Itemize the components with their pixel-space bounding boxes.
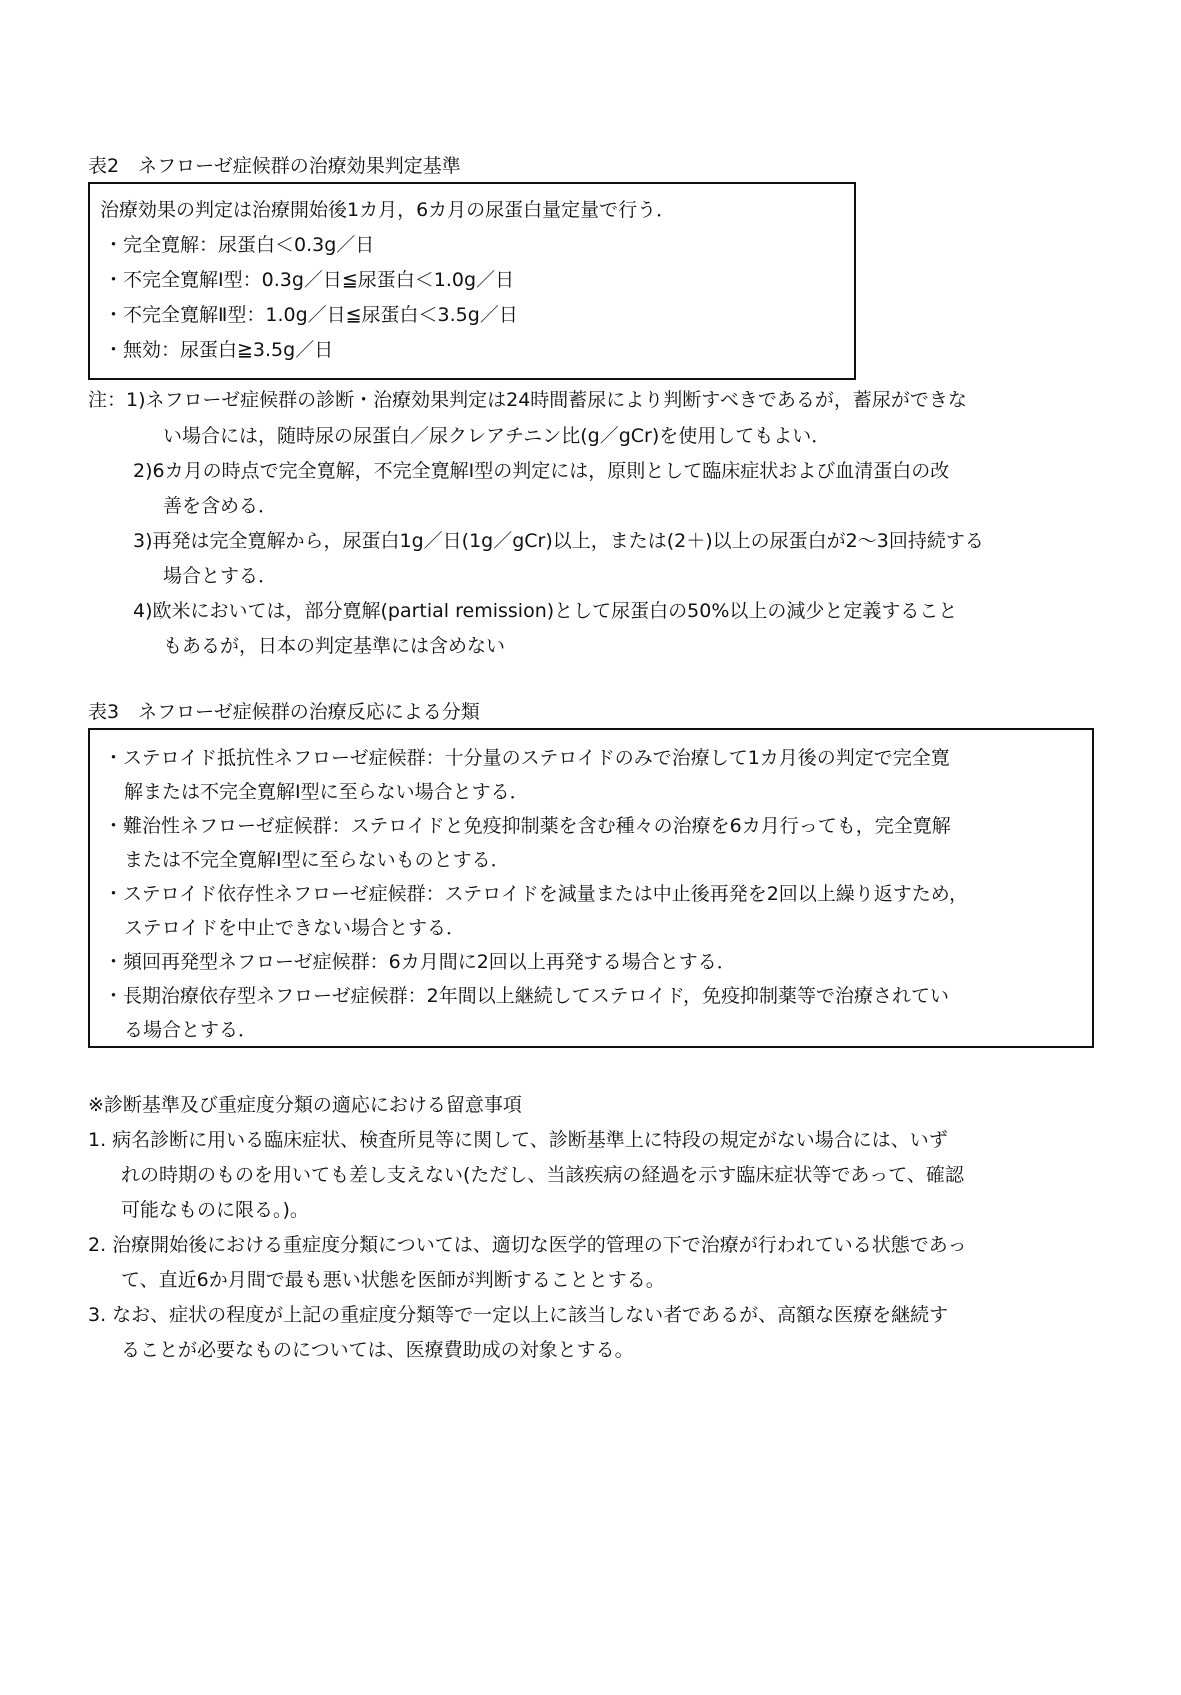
table2-item: ・無効：尿蛋白≧3.5g／日	[104, 339, 334, 361]
note-line: 場合とする．	[163, 565, 278, 587]
note-line: 4)欧米においては，部分寛解(partial remission)として尿蛋白の50%以上の減少と定義すること	[133, 600, 958, 622]
table3-line: または不完全寛解Ⅰ型に至らないものとする．	[124, 849, 510, 871]
table3-box	[88, 728, 1094, 1048]
table2-item: ・完全寛解：尿蛋白＜0.3g／日	[104, 234, 375, 256]
remarks-line: れの時期のものを用いても差し支えない(ただし、当該疾病の経過を示す臨床症状等であって、確認	[121, 1164, 964, 1186]
note-line: もあるが，日本の判定基準には含めない	[163, 635, 506, 657]
remarks-line: て、直近6か月間で最も悪い状態を医師が判断することとする。	[121, 1269, 665, 1291]
table2-box	[88, 182, 856, 380]
table3-line: ・ステロイド依存性ネフローゼ症候群：ステロイドを減量または中止後再発を2回以上繰り返すため，	[104, 883, 969, 905]
table3-line: 解または不完全寛解Ⅰ型に至らない場合とする．	[124, 781, 529, 803]
table3-title: 表3 ネフローゼ症候群の治療反応による分類	[88, 701, 480, 723]
remarks-line: ることが必要なものについては、医療費助成の対象とする。	[121, 1339, 634, 1361]
table3-line: ステロイドを中止できない場合とする．	[124, 917, 466, 939]
table3-line: ・ステロイド抵抗性ネフローゼ症候群：十分量のステロイドのみで治療して1カ月後の判定で完全寛	[104, 747, 950, 769]
remarks-line: 2. 治療開始後における重症度分類については、適切な医学的管理の下で治療が行われている状態であっ	[88, 1234, 967, 1256]
table2-title: 表2 ネフローゼ症候群の治療効果判定基準	[88, 155, 461, 177]
table3-line: ・長期治療依存型ネフローゼ症候群：2年間以上継続してステロイド，免疫抑制薬等で治療されてい	[104, 985, 950, 1007]
remarks-line: 1. 病名診断に用いる臨床症状、検査所見等に関して、診断基準上に特段の規定がない場合には、いず	[88, 1129, 948, 1151]
remarks-title: ※診断基準及び重症度分類の適応における留意事項	[88, 1094, 522, 1116]
note-line: い場合には，随時尿の尿蛋白／尿クレアチニン比(g／gCr)を使用してもよい．	[163, 425, 831, 447]
table3-line: ・難治性ネフローゼ症候群：ステロイドと免疫抑制薬を含む種々の治療を6カ月行っても，完全寛解	[104, 815, 951, 837]
remarks-line: 3. なお、症状の程度が上記の重症度分類等で一定以上に該当しない者であるが、高額な医療を継続す	[88, 1304, 949, 1326]
note-line: 2)6カ月の時点で完全寛解，不完全寛解Ⅰ型の判定には，原則として臨床症状および血清蛋白の改	[133, 460, 950, 482]
note-line: 善を含める．	[163, 495, 278, 517]
note-line: 注：1)ネフローゼ症候群の診断・治療効果判定は24時間蓄尿により判断すべきであるが，蓄尿ができな	[88, 389, 967, 411]
table2-intro: 治療効果の判定は治療開始後1カ月，6カ月の尿蛋白量定量で行う．	[100, 199, 676, 221]
table3-line: ・頻回再発型ネフローゼ症候群：6カ月間に2回以上再発する場合とする．	[104, 951, 736, 973]
remarks-line: 可能なものに限る。)。	[121, 1199, 309, 1221]
note-line: 3)再発は完全寛解から，尿蛋白1g／日(1g／gCr)以上，または(2＋)以上の尿蛋白が2～3回持続する	[133, 530, 984, 552]
table2-item: ・不完全寛解Ⅱ型：1.0g／日≦尿蛋白＜3.5g／日	[104, 304, 518, 326]
table2-item: ・不完全寛解Ⅰ型：0.3g／日≦尿蛋白＜1.0g／日	[104, 269, 515, 291]
table3-line: る場合とする．	[124, 1019, 258, 1041]
